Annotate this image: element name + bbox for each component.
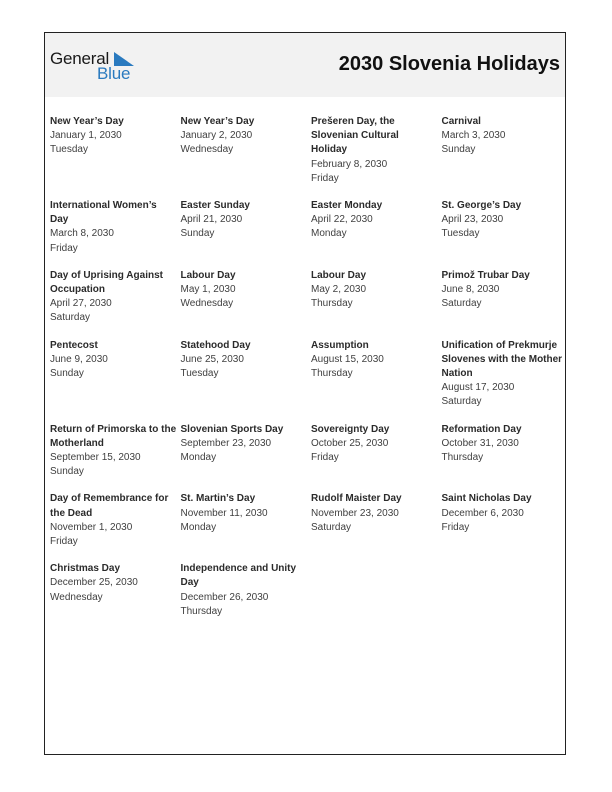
holiday-date: August 15, 2030 — [311, 353, 384, 365]
holiday-row — [50, 423, 570, 480]
holiday-weekday: Sunday — [50, 368, 84, 380]
holiday-entry — [181, 339, 312, 410]
holiday-entry — [442, 115, 573, 186]
holiday-entry — [181, 269, 312, 326]
holiday-name: Statehood Day — [180, 339, 251, 351]
holiday-name: Christmas Day — [50, 563, 121, 575]
holiday-name: Rudolf Maister Day — [311, 493, 402, 505]
logo — [50, 49, 140, 85]
holiday-entry — [442, 269, 573, 326]
holiday-row — [50, 562, 570, 619]
holiday-name: Independence and Unity Day — [180, 563, 297, 589]
holiday-weekday: Wednesday — [180, 298, 234, 310]
holiday-entry — [50, 562, 181, 619]
holiday-weekday: Monday — [180, 521, 217, 533]
holiday-entry — [442, 339, 573, 410]
holiday-entry — [311, 115, 442, 186]
holiday-weekday: Friday — [311, 172, 339, 184]
holiday-date: August 17, 2030 — [441, 382, 515, 394]
holiday-entry — [442, 199, 573, 256]
holiday-name: New Year’s Day — [180, 116, 255, 127]
holiday-name: Carnival — [441, 116, 481, 127]
logo-word-general: General — [50, 49, 110, 68]
holiday-date: September 15, 2030 — [50, 452, 141, 464]
holiday-weekday: Wednesday — [180, 144, 234, 156]
holiday-entry — [311, 339, 442, 410]
holiday-name: Primož Trubar Day — [441, 269, 530, 281]
holiday-grid — [50, 115, 570, 632]
holiday-weekday: Thursday — [311, 368, 353, 380]
holiday-name: Assumption — [311, 339, 369, 351]
holiday-date: May 1, 2030 — [180, 284, 236, 296]
holiday-date: January 2, 2030 — [180, 130, 253, 142]
header — [45, 33, 565, 97]
holiday-weekday: Thursday — [180, 605, 223, 617]
holiday-date: October 31, 2030 — [441, 437, 519, 449]
holiday-name: Reformation Day — [441, 423, 522, 435]
holiday-date: December 26, 2030 — [180, 591, 269, 603]
holiday-name: Day of Uprising Against Occupation — [50, 269, 163, 296]
holiday-entry — [50, 115, 181, 186]
holiday-date: September 23, 2030 — [180, 437, 272, 449]
holiday-weekday: Sunday — [50, 466, 84, 478]
holiday-weekday: Saturday — [441, 298, 482, 310]
holiday-weekday: Saturday — [311, 521, 352, 533]
holiday-entry — [181, 423, 312, 480]
holiday-entry — [181, 562, 312, 619]
holiday-date: April 22, 2030 — [311, 214, 373, 226]
holiday-entry — [50, 199, 181, 256]
holiday-weekday: Sunday — [180, 228, 215, 240]
page-title: 2030 Slovenia Holidays — [338, 53, 560, 75]
holiday-weekday: Sunday — [441, 144, 476, 156]
holiday-entry — [311, 492, 442, 549]
holiday-entry — [50, 492, 181, 549]
holiday-name: Day of Remembrance for the Dead — [50, 493, 169, 519]
holiday-date: June 8, 2030 — [441, 284, 500, 296]
holiday-name: St. Martin’s Day — [180, 493, 256, 505]
holiday-date: April 23, 2030 — [441, 214, 504, 226]
holiday-name: Pentecost — [50, 339, 98, 351]
holiday-entry — [50, 269, 181, 326]
holiday-weekday: Monday — [311, 228, 347, 240]
holiday-name: St. George’s Day — [441, 200, 522, 212]
holiday-name: Return of Primorska to the Motherland — [50, 423, 177, 449]
holiday-weekday: Thursday — [311, 298, 353, 310]
holiday-weekday: Friday — [441, 521, 470, 533]
holiday-date: June 9, 2030 — [50, 353, 108, 365]
holiday-name: Saint Nicholas Day — [441, 493, 532, 505]
holiday-entry — [311, 423, 442, 480]
holiday-row — [50, 269, 570, 326]
holiday-date: April 21, 2030 — [180, 214, 243, 226]
holiday-weekday: Friday — [50, 536, 78, 548]
holiday-entry — [442, 492, 573, 549]
holiday-weekday: Thursday — [441, 452, 484, 464]
holiday-entry — [442, 423, 573, 480]
holiday-row — [50, 115, 570, 186]
holiday-date: April 27, 2030 — [50, 298, 112, 310]
holiday-entry — [50, 339, 181, 410]
holiday-date: October 25, 2030 — [311, 437, 389, 449]
holiday-date: November 1, 2030 — [50, 521, 133, 533]
holiday-entry — [181, 115, 312, 186]
holiday-name: International Women’s Day — [50, 200, 157, 226]
holiday-name: Prešeren Day, the Slovenian Cultural Holiday — [311, 116, 399, 156]
holiday-date: June 25, 2030 — [180, 353, 244, 365]
holiday-date: March 8, 2030 — [50, 228, 114, 240]
holiday-entry — [311, 269, 442, 326]
holiday-name: Easter Sunday — [180, 200, 250, 212]
holiday-date: May 2, 2030 — [311, 284, 367, 296]
holiday-date: December 25, 2030 — [50, 577, 138, 589]
holiday-weekday: Friday — [311, 452, 339, 464]
holiday-date: November 23, 2030 — [311, 507, 399, 519]
holiday-weekday: Wednesday — [50, 591, 103, 603]
holiday-name: Labour Day — [311, 269, 367, 281]
holiday-date: January 1, 2030 — [50, 130, 122, 142]
holiday-weekday: Saturday — [441, 396, 482, 408]
logo-word-blue: Blue — [97, 64, 131, 83]
holiday-entry — [181, 492, 312, 549]
holiday-entry — [181, 199, 312, 256]
holiday-weekday: Monday — [180, 452, 217, 464]
holiday-name: Slovenian Sports Day — [180, 423, 284, 435]
holiday-entry — [311, 199, 442, 256]
page-frame — [44, 32, 566, 755]
holiday-row — [50, 492, 570, 549]
holiday-date: February 8, 2030 — [311, 158, 388, 170]
holiday-weekday: Tuesday — [441, 228, 480, 240]
holiday-weekday: Tuesday — [50, 144, 88, 156]
holiday-row — [50, 339, 570, 410]
holiday-weekday: Tuesday — [180, 368, 219, 380]
holiday-name: Unification of Prekmurje Slovenes with the Mother Nation — [441, 339, 563, 380]
holiday-name: Sovereignty Day — [311, 423, 390, 435]
holiday-weekday: Saturday — [50, 312, 91, 324]
holiday-weekday: Friday — [50, 242, 78, 254]
holiday-row — [50, 199, 570, 256]
holiday-name: New Year’s Day — [50, 116, 124, 127]
holiday-entry — [50, 423, 181, 480]
holiday-name: Easter Monday — [311, 200, 383, 212]
holiday-date: March 3, 2030 — [441, 130, 506, 142]
holiday-date: November 11, 2030 — [180, 507, 268, 519]
holiday-name: Labour Day — [180, 269, 236, 281]
holiday-date: December 6, 2030 — [441, 507, 524, 519]
